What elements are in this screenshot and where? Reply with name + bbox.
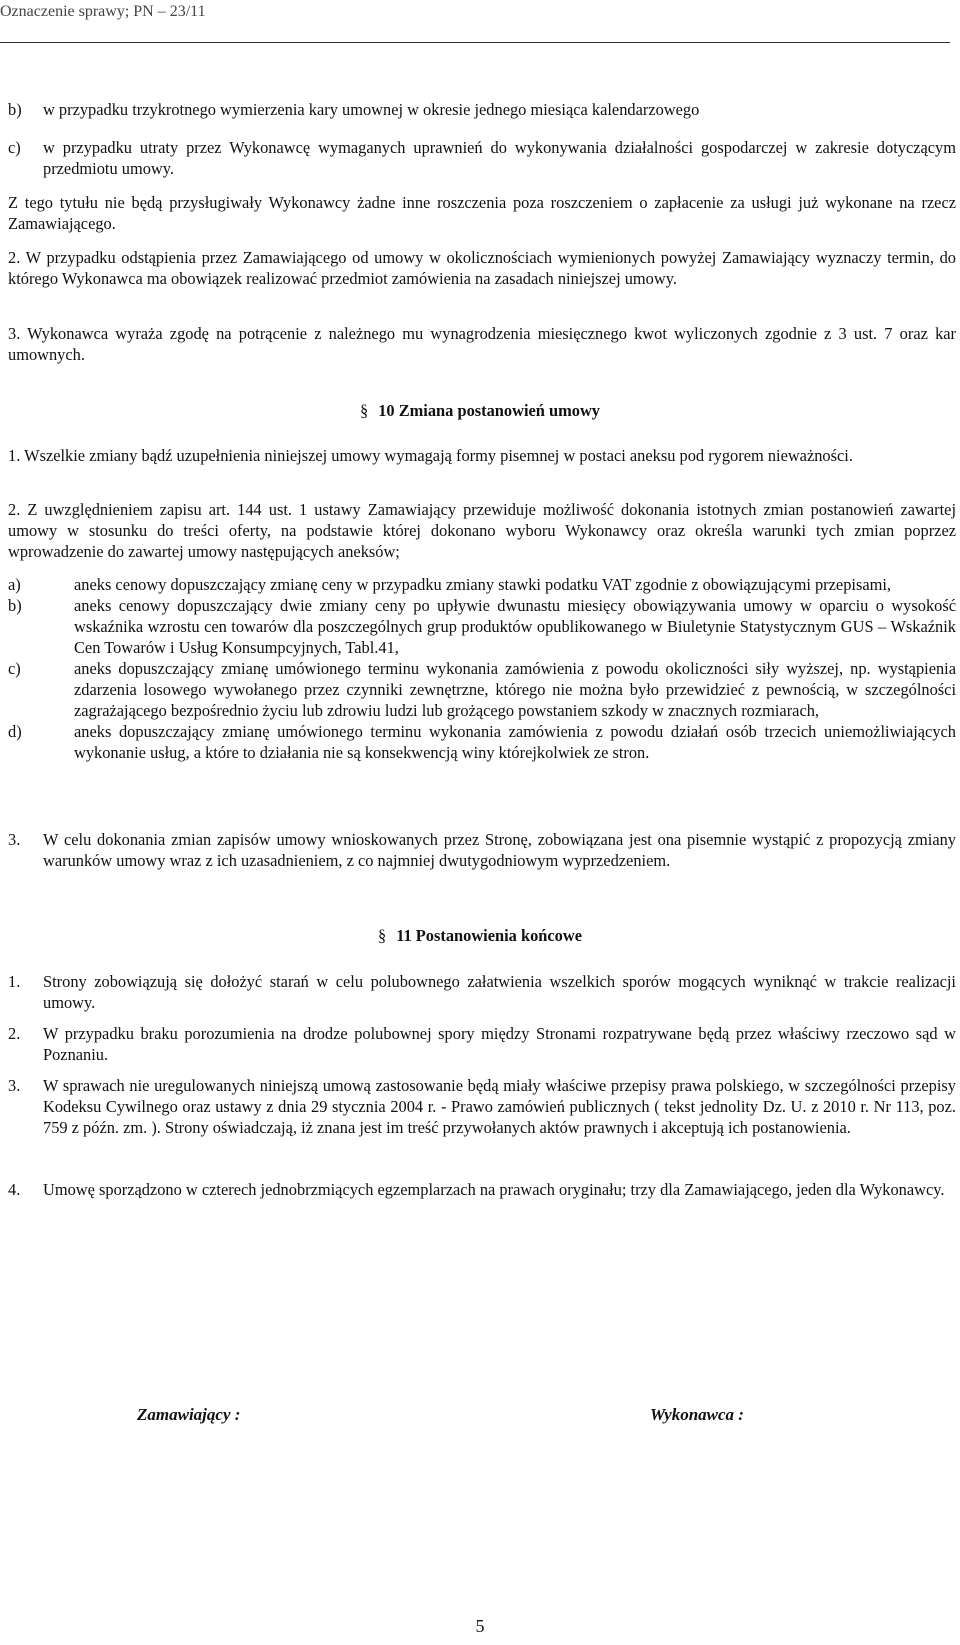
- item-label: b): [8, 100, 22, 119]
- item-label: d): [8, 722, 22, 741]
- item-text: aneks dopuszczający zmianę umówionego terminu wykonania zamówienia z powodu okoliczności siły wyższej, np. wystąpienia zdarzenia losowego wywołanego przez czynniki zewnętrzne, którego nie można było przewidzieć z pewnością, w szczególności zagrażającego bezpośrednio życiu lub zdrowiu ludzi lub grożącego powstaniem szkody w znacznych rozmiarach,: [74, 659, 956, 720]
- section-symbol: §: [360, 401, 369, 420]
- item-text: w przypadku utraty przez Wykonawcę wymaganych uprawnień do wykonywania działalności gospodarczej w zakresie dotyczącym przedmiotu umowy.: [43, 138, 956, 178]
- signature-contracting-party: Zamawiający :: [137, 1405, 241, 1424]
- item-label: b): [8, 596, 22, 615]
- paragraph-2: 2. W przypadku odstąpienia przez Zamawiającego od umowy w okolicznościach wymienionych powyżej Zamawiający wyznaczy termin, do którego Wykonawca ma obowiązek realizować przedmiot zamówienia na zasadach niniejszej umowy.: [8, 248, 956, 288]
- section-title: 11 Postanowienia końcowe: [396, 926, 582, 945]
- item-label: 4.: [8, 1180, 21, 1199]
- section-title: 10 Zmiana postanowień umowy: [378, 401, 600, 420]
- signature-contractor: Wykonawca :: [650, 1405, 744, 1424]
- amendment-a: [8, 574, 956, 595]
- amendment-list: [8, 574, 956, 763]
- item-text: aneks dopuszczający zmianę umówionego terminu wykonania zamówienia z powodu działań osób trzecich uniemożliwiających wykonanie usług, a które to działania nie są konsekwencją winy którejkolwiek ze stron.: [74, 722, 956, 762]
- item-text: Umowę sporządzono w czterech jednobrzmiących egzemplarzach na prawach oryginału; trzy dla Zamawiającego, jeden dla Wykonawcy.: [43, 1180, 945, 1199]
- item-label: c): [8, 659, 21, 678]
- section-11-heading: [0, 926, 960, 946]
- item-label: 3.: [8, 1076, 21, 1095]
- item-text: w przypadku trzykrotnego wymierzenia kary umownej w okresie jednego miesiąca kalendarzowego: [43, 100, 700, 119]
- paragraph-3: 3. Wykonawca wyraża zgodę na potrącenie z należnego mu wynagrodzenia miesięcznego kwot wyliczonych zgodnie z 3 ust. 7 oraz kar umownych.: [8, 324, 956, 364]
- sec11-item-1: [8, 971, 956, 1013]
- item-label: a): [8, 575, 21, 594]
- sec11-item-3: [8, 1075, 956, 1138]
- section-symbol: §: [378, 926, 387, 945]
- amendment-c: [8, 658, 956, 721]
- item-text: W celu dokonania zmian zapisów umowy wnioskowanych przez Stronę, zobowiązana jest ona pisemnie wystąpić z propozycją zmiany warunków umowy wraz z ich uzasadnieniem, z co najmniej dwutygodniowym wyprzedzeniem.: [43, 830, 956, 870]
- item-b: [8, 99, 956, 120]
- item-c: [8, 137, 956, 179]
- claims-note: Z tego tytułu nie będą przysługiwały Wykonawcy żadne inne roszczenia poza roszczeniem o zapłacenie za usługi już wykonane na rzecz Zamawiającego.: [8, 193, 956, 233]
- item-label: 1.: [8, 972, 21, 991]
- sec11-item-4: [8, 1179, 956, 1200]
- item-text: aneks cenowy dopuszczający dwie zmiany ceny po upływie dwunastu miesięcy obowiązywania umowy w oparciu o wysokość wskaźnika wzrostu cen towarów dla poszczególnych grup produktów opublikowanego w Biuletynie Statystycznym GUS – Wskaźnik Cen Towarów i Usług Konsumpcyjnych, Tabl.41,: [74, 596, 956, 657]
- sec10-paragraph-2: 2. Z uwzględnieniem zapisu art. 144 ust. 1 ustawy Zamawiający przewiduje możliwość dokonania istotnych zmian postanowień zawartej umowy w stosunku do treści oferty, na podstawie której dokonano wyboru Wykonawcy oraz określa warunki tych zmian poprzez wprowadzenie do zawartej umowy następujących aneksów;: [8, 500, 956, 561]
- item-label: c): [8, 138, 21, 157]
- sec10-paragraph-1: 1. Wszelkie zmiany bądź uzupełnienia niniejszej umowy wymagają formy pisemnej w postaci aneksu pod rygorem nieważności.: [8, 446, 853, 465]
- item-label: 2.: [8, 1024, 21, 1043]
- amendment-b: [8, 595, 956, 658]
- sec11-item-2: [8, 1023, 956, 1065]
- sec10-paragraph-3: [8, 829, 956, 871]
- section-10-heading: [0, 401, 960, 421]
- item-text: W przypadku braku porozumienia na drodze polubownej spory między Stronami rozpatrywane będą przez właściwy rzeczowo sąd w Poznaniu.: [43, 1024, 956, 1064]
- page-number: 5: [475, 1616, 485, 1636]
- item-text: aneks cenowy dopuszczający zmianę ceny w przypadku zmiany stawki podatku VAT zgodnie z obowiązującymi przepisami,: [74, 575, 891, 594]
- item-text: Strony zobowiązują się dołożyć starań w celu polubownego załatwienia wszelkich sporów mogących wyniknąć w trakcie realizacji umowy.: [43, 972, 956, 1012]
- item-label: 3.: [8, 830, 21, 849]
- page-header: Oznaczenie sprawy; PN – 23/11: [0, 0, 950, 43]
- amendment-d: [8, 721, 956, 763]
- item-text: W sprawach nie uregulowanych niniejszą umową zastosowanie będą miały właściwe przepisy prawa polskiego, w szczególności przepisy Kodeksu Cywilnego oraz ustawy z dnia 29 stycznia 2004 r. - Prawo zamówień publicznych ( tekst jednolity Dz. U. z 2010 r. Nr 113, poz. 759 z późn. zm. ). Strony oświadczają, iż znana jest im treść przywołanych aktów prawnych i akceptują ich postanowienia.: [43, 1076, 956, 1137]
